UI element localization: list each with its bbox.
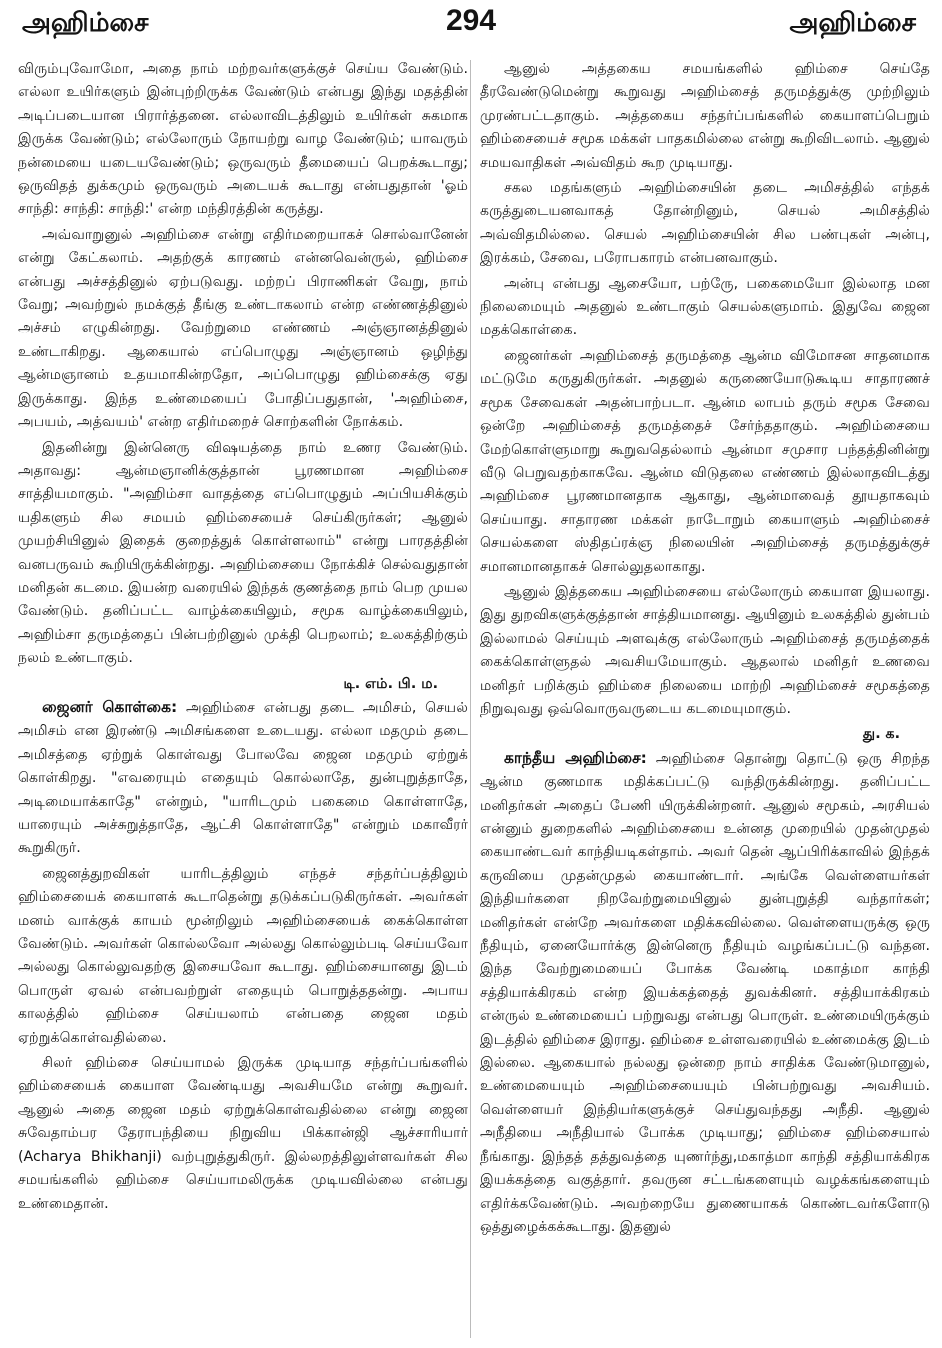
page-header xyxy=(0,0,942,52)
section-heading: ஜைனர் கொள்கை: xyxy=(42,697,178,716)
paragraph: அவ்வாறுனுல் அஹிம்சை என்று எதிர்மறையாகச் சொல்வானேன் என்று கேட்கலாம். அதற்குக் காரணம் என்னவென்ருல், ஹிம்சை என்பது அச்சத்தினுல் ஏற்படுவது. மற்றப் பிராணிகள் வேறு, நாம் வேறு; அவற்றுல் நமக்குத் தீங்கு உண்டாகலாம் என்ற எண்ணத்தினுல் அச்சம் எழுகின்றது. வேற்றுமை எண்ணம் அஞ்ஞானத்தினுல் உண்டாகிறது. ஆகையால் எப்பொழுது அஞ்ஞானம் ஒழிந்து ஆன்மஞானம் உதயமாகின்றதோ, அப்பொழுது ஹிம்சைக்கு ஏது இருக்காது. இந்த உண்மையைப் போதிப்பதுதான், 'அஹிம்சை, அபயம், அத்வயம்' என்ற எதிர்மறைச் சொற்களின் நோக்கம். xyxy=(18,226,468,431)
paragraph-text: அஹிம்சை தொன்று தொட்டு ஒரு சிறந்த ஆன்ம குணமாக மதிக்கப்பட்டு வந்திருக்கின்றது. தனிப்பட்ட மனிதர்கள் அதைப் பேணி யிருக்கின்றனர். ஆனுல் சமூகம், அரசியல் என்னும் துறைகளில் அஹிம்சையை உன்னத முறையில் முதன்முதல் கையாண்டவர் காந்தியடிகள்தாம். அவர் தென் ஆப்பிரிக்காவில் இந்தக் கருவியை முதன்முதல் கையாண்டார். அங்கே வெள்ளையர்கள் இந்தியர்களை நிறவேற்றுமையினுல் துன்புறுத்தி வந்தார்கள்; மனிதர்கள் என்றே அவர்களை மதிக்கவில்லை. வெள்ளையருக்கு ஒரு நீதியும், ஏனையோர்க்கு இன்னெரு நீதியும் வழங்கப்பட்டு வந்தன. இந்த வேற்றுமையைப் போக்க வேண்டி மகாத்மா காந்தி சத்தியாக்கிரகம் என்ற இயக்கத்தைத் துவக்கினர். சத்தியாக்கிரகம் என்ருல் உண்மையைப் பற்றுவது என்பது பொருள். உண்மையிருக்கும் இடத்தில் ஹிம்சை இராது. ஹிம்சை உள்ளவரையில் உண்மைக்கு இடம் இல்லை. ஆகையால் நல்லது ஒன்றை நாம் சாதிக்க வேண்டுமானுல், உண்மையையும் அஹிம்சையையும் பின்பற்றுவது அவசியம். வெள்ளையர் இந்தியர்களுக்குச் செய்துவந்தது அநீதி. ஆனுல் அநீதியை அநீதியால் போக்க முடியாது; ஹிம்சை ஹிம்சையால் நீங்காது. இந்தத் தத்துவத்தை யுணர்ந்து,மகாத்மா காந்தி சத்தியாக்கிரக இயக்கத்தை வகுத்தார். தவருன சட்டங்களையும் வழக்கங்களையும் எதிர்க்கவேண்டும். அவற்றையே துணையாகக் கொண்டவர்களோடு ஒத்துழைக்கக்கூடாது. இதனுல் xyxy=(480,750,930,1235)
right-column xyxy=(480,58,930,1340)
author-signature: து. க. xyxy=(862,726,900,743)
paragraph: சகல மதங்களும் அஹிம்சையின் தடை அமிசத்தில் எந்தக் கருத்துடையனவாகத் தோன்றினும், செயல் அமிசத்தில் அவ்விதமில்லை. செயல் அஹிம்சையின் சில பண்புகள் அன்பு, இரக்கம், சேவை, பரோபகாரம் என்பனவாகும். xyxy=(480,180,930,267)
paragraph: விரும்புவோமோ, அதை நாம் மற்றவர்களுக்குச் செய்ய வேண்டும். எல்லா உயிர்களும் இன்புற்றிருக்க வேண்டும் என்பது இந்து மதத்தின் அடிப்படையான பிரார்த்தனை. எல்லாவிடத்திலும் உயிர்கள் சுகமாக இருக்க வேண்டும்; எல்லோரும் நோயற்று வாழ வேண்டும்; யாவரும் நன்மையை யடையவேண்டும்; ஒருவரும் தீமையைப் பெறக்கூடாது; ஒருவிதத் துக்கமும் ஒருவரும் அடையக் கூடாது என்பதுதான் 'ஓம் சாந்தி: சாந்தி: சாந்தி:' என்ற மந்திரத்தின் கருத்து. xyxy=(18,61,468,218)
paragraph-text: அஹிம்சை என்பது தடை அமிசம், செயல் அமிசம் என இரண்டு அமிசங்களை உடையது. எல்லா மதமும் தடை அமிசத்தை ஏற்றுக் கொள்வது போலவே ஜைன மதமும் ஏற்றுக் கொள்கிறது. "எவரையும் எதையும் கொல்லாதே, துன்புறுத்தாதே, அடிமையாக்காதே" என்றும், "யாரிடமும் பகைமை கொள்ளாதே, யாரையும் அச்சுறுத்தாதே, ஆட்சி கொள்ளாதே" என்றும் மகாவீரர் கூறுகிருர். xyxy=(18,699,468,857)
left-column xyxy=(18,58,468,1340)
section-heading: காந்தீய அஹிம்சை: xyxy=(504,748,647,767)
paragraph: ஆனுல் இத்தகைய அஹிம்சையை எல்லோரும் கையாள இயலாது. இது துறவிகளுக்குத்தான் சாத்தியமானது. ஆயினும் உலகத்தில் துன்பம் இல்லாமல் செய்யும் அளவுக்கு எல்லோரும் அஹிம்சைத் தருமத்தைக் கைக்கொள்ளுதல் அவசியமேயாகும். ஆதலால் மனிதர் உணவை மனிதர் பறிக்கும் ஹிம்சை நிலையை மாற்றி அஹிம்சைச் சமூகத்தை நிறுவுவது ஒவ்வொருவருடைய கடமையுமாகும். xyxy=(480,583,930,717)
author-signature: டி. எம். பி. ம. xyxy=(343,675,438,692)
paragraph: ஆனுல் அத்தகைய சமயங்களில் ஹிம்சை செய்தே தீரவேண்டுமென்று கூறுவது அஹிம்சைத் தருமத்துக்கு முற்றிலும் முரண்பட்டதாகும். அத்தகைய சந்தர்ப்பங்களில் கையாளப்பெறும் ஹிம்சையைச் சமூக மக்கள் பாதகமில்லை என்று கூறிவிடலாம். ஆனுல் சமயவாதிகள் அவ்விதம் கூற முடியாது. xyxy=(480,61,930,171)
section-paragraph xyxy=(480,747,930,1240)
paragraph: அன்பு என்பது ஆசையோ, பற்ருே, பகைமையோ இல்லாத மன நிலைமையும் அதனுல் உண்டாகும் செயல்களுமாம். இதுவே ஜைன மதக்கொள்கை. xyxy=(480,275,930,339)
section-paragraph xyxy=(18,696,468,861)
page-number: 294 xyxy=(445,4,497,37)
paragraph: ஜைனத்துறவிகள் யாரிடத்திலும் எந்தச் சந்தர்ப்பத்திலும் ஹிம்சையைக் கையாளக் கூடாதென்று தடுக்கப்படுகிருர்கள். அவர்கள் மனம் வாக்குக் காயம் மூன்றிலும் அஹிம்சையைக் கைக்கொள்ள வேண்டும். அவர்கள் கொல்லவோ அல்லது கொல்லும்படி செய்யவோ அல்லது கொல்லுவதற்கு இசையவோ கூடாது. ஹிம்சையானது இடம் பொருள் ஏவல் என்பவற்றுள் எதையும் பொறுத்ததன்று. அபாய காலத்தில் ஹிம்சை செய்யலாம் என்பதை ஜைன மதம் ஏற்றுக்கொள்வதில்லை. xyxy=(18,865,468,1046)
paragraph: இதனின்று இன்னெரு விஷயத்தை நாம் உணர வேண்டும். அதாவது: ஆன்மஞானிக்குத்தான் பூரணமான அஹிம்சை சாத்தியமாகும். "அஹிம்சா வாதத்தை எப்பொழுதும் அப்பியசிக்கும் யதிகளும் சில சமயம் ஹிம்சையைச் செய்கிருர்கள்; ஆனுல் முயற்சியினுல் இதைக் குறைத்துக் கொள்ளலாம்" என்று பாரதத்தின் வனபருவம் கூறியிருக்கின்றது. அஹிம்சையை நோக்கிச் செல்வதுதான் மனிதன் கடமை. இயன்ற வரையில் இந்தக் குணத்தை நாம் பெற முயல வேண்டும். தனிப்பட்ட வாழ்க்கையிலும், சமூக வாழ்க்கையிலும், அஹிம்சா தருமத்தைப் பின்பற்றினுல் முக்தி பெறலாம்; உலகத்திற்கும் நலம் உண்டாகும். xyxy=(18,439,468,667)
running-title-right: அஹிம்சை xyxy=(789,8,916,38)
paragraph: சிலர் ஹிம்சை செய்யாமல் இருக்க முடியாத சந்தர்ப்பங்களில் ஹிம்சையைக் கையாள வேண்டியது அவசியமே என்று கூறுவர். ஆனுல் அதை ஜைன மதம் ஏற்றுக்கொள்வதில்லை என்று ஜைன சுவேதாம்பர தேராபந்தியை நிறுவிய பிக்கான்ஜி ஆச்சாரியார் (Acharya Bhikhanji) வற்புறுத்துகிருர். இல்லறத்திலுள்ளவர்கள் சில சமயங்களில் ஹிம்சை செய்யாமலிருக்க முடியவில்லை என்பது உண்மைதான். xyxy=(18,1055,468,1212)
running-title-left: அஹிம்சை xyxy=(22,8,149,38)
paragraph: ஜைனர்கள் அஹிம்சைத் தருமத்தை ஆன்ம விமோசன சாதனமாக மட்டுமே கருதுகிருர்கள். அதனுல் கருணையோடுகூடிய சாதாரணச் சமூக சேவைகள் அதன்பாற்படா. ஆன்ம லாபம் தரும் சமூக சேவை ஒன்றே அஹிம்சைத் தருமத்தைச் சேர்ந்ததாகும். அஹிம்சையை மேற்கொள்ளுமாறு கூறுவதெல்லாம் ஆன்மா சமுசார பந்தத்தினின்று வீடு பெறுவதற்காகவே. ஆன்ம விடுதலை எண்ணம் இல்லாதவிடத்து அஹிம்சை பூரணமானதாக ஆகாது, ஆன்மாவைத் தூயதாகவும் செய்யாது. சாதாரண மக்கள் நாடோறும் கையாளும் அஹிம்சைச் செயல்களை ஸ்திதப்ரக்ஞ நிலையின் அஹிம்சைத் தருமத்துக்குச் சமானமானதாகச் சொல்லுதலாகாது. xyxy=(480,347,930,575)
column-divider xyxy=(470,60,471,1338)
